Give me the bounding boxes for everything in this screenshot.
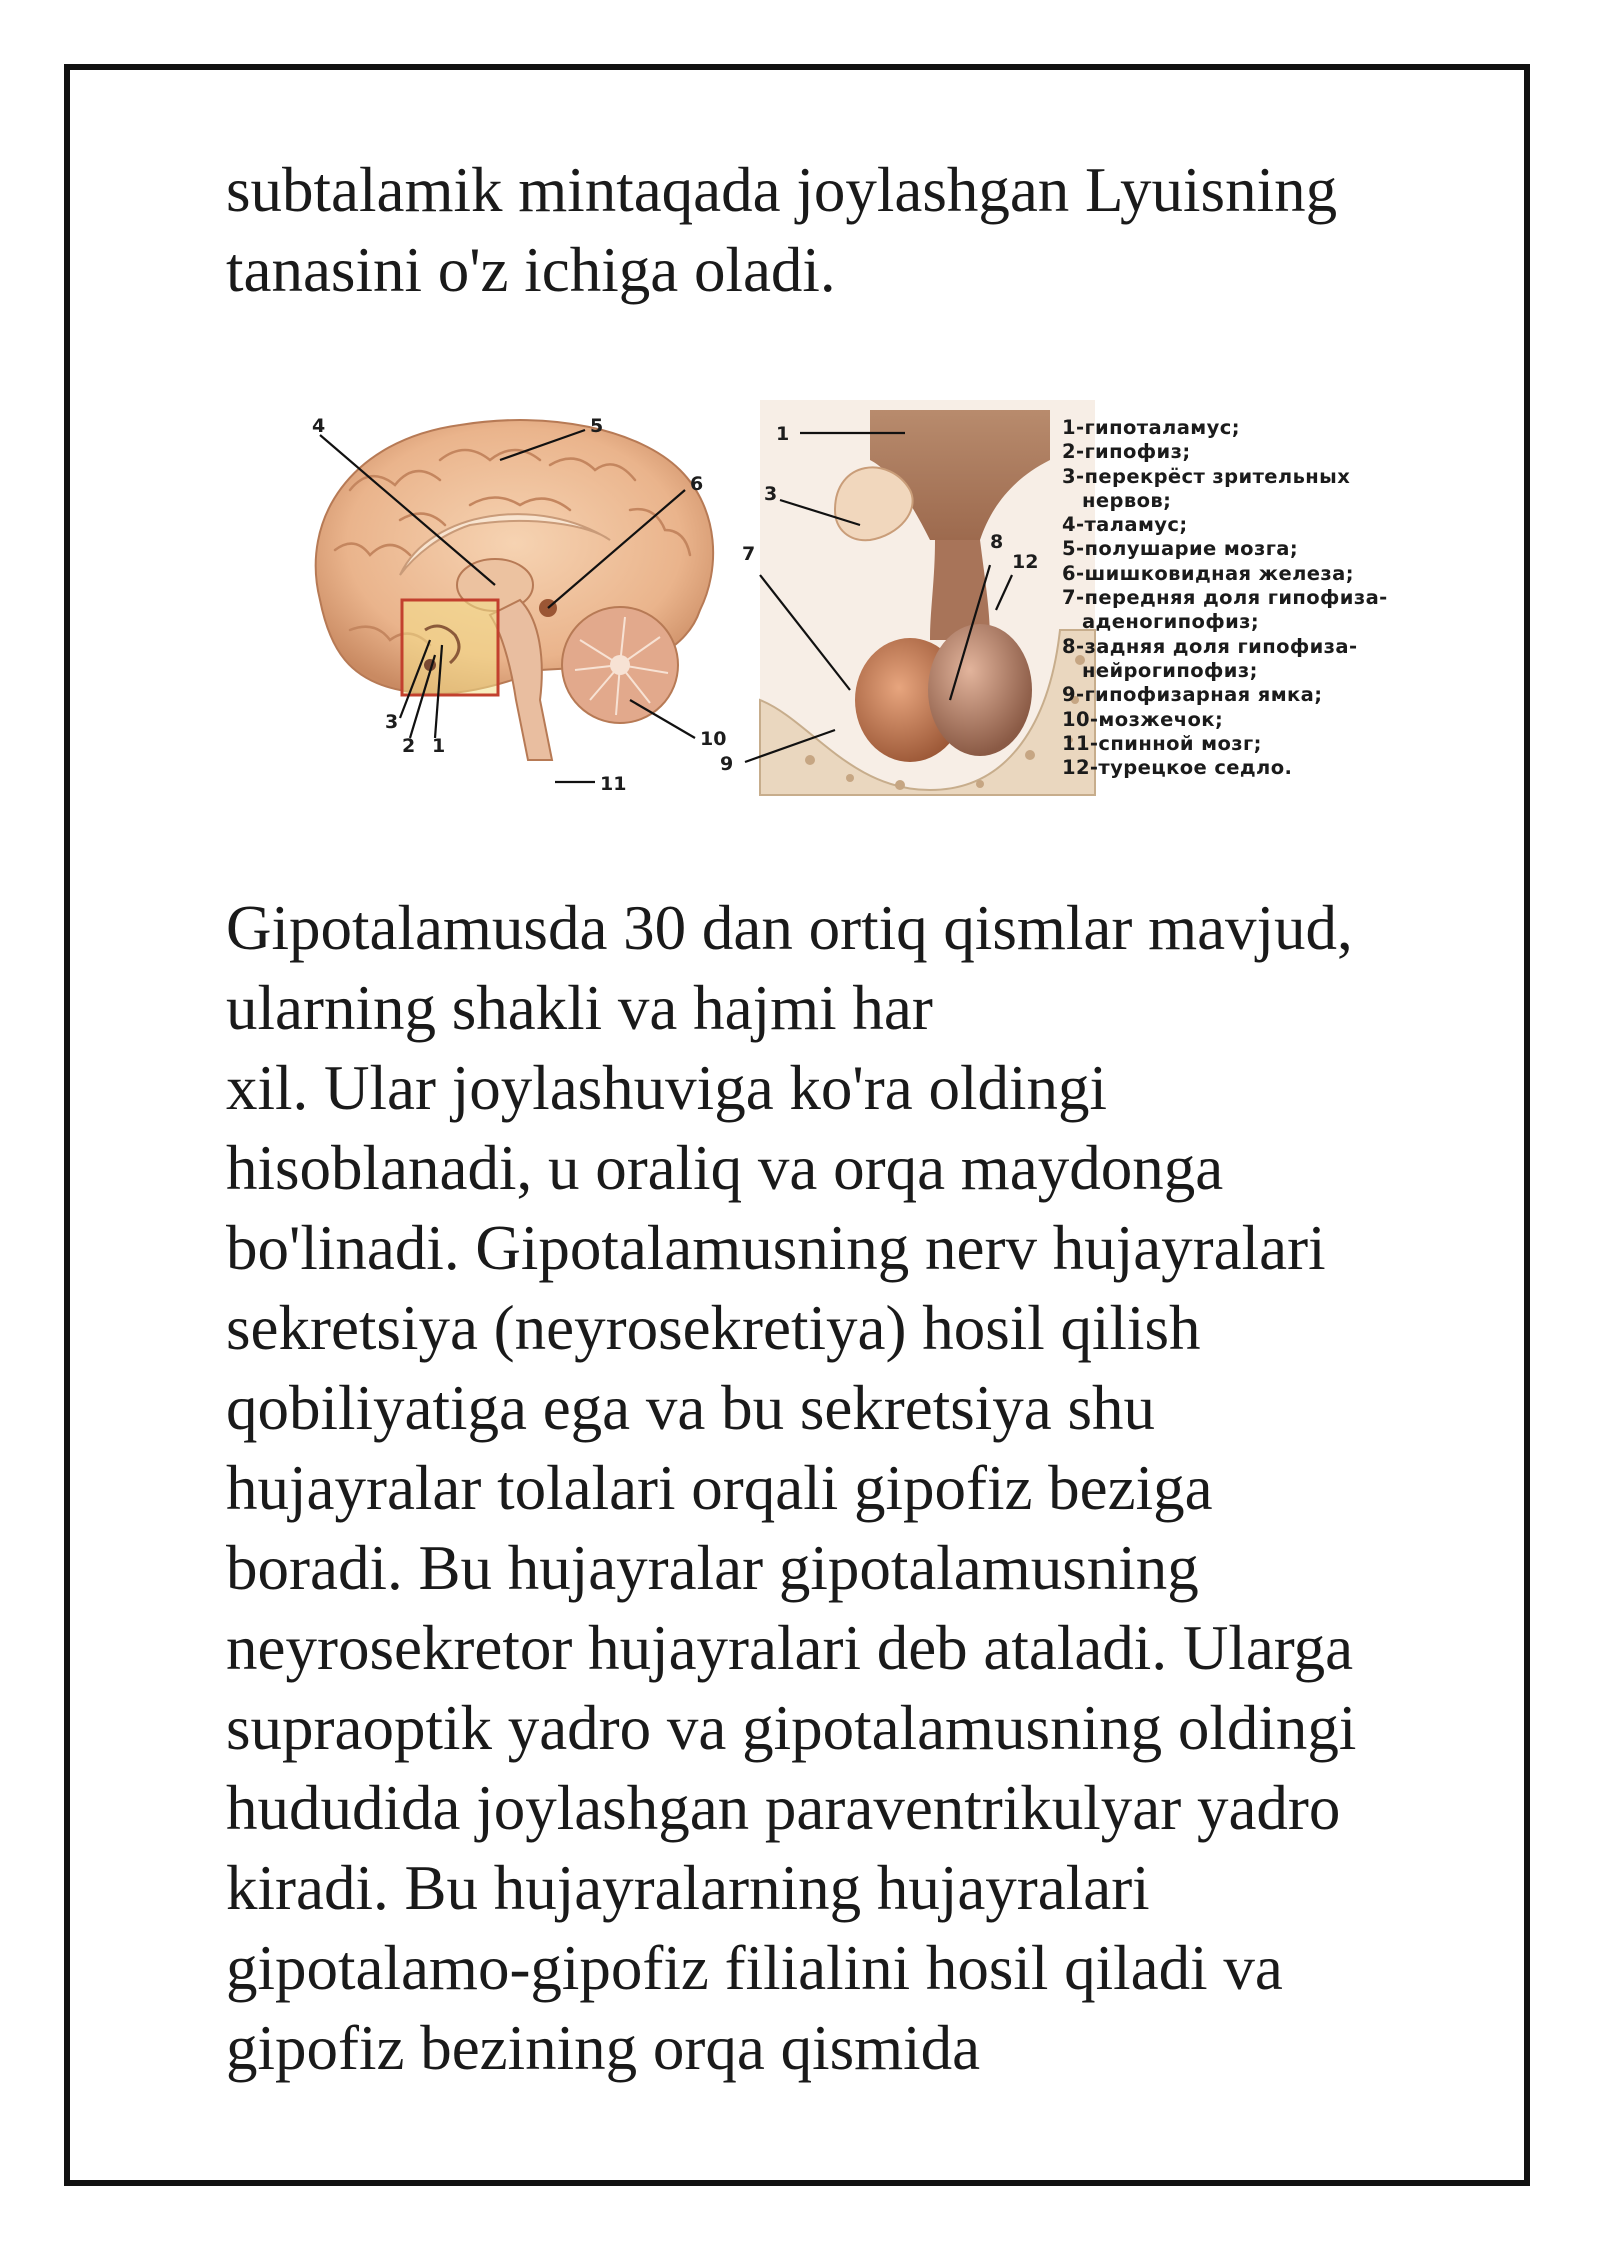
legend-item: 7-передняя доля гипофиза-	[1062, 586, 1388, 610]
callout-label: 7	[742, 543, 756, 565]
text-line: gipotalamo-gipofiz filialini hosil qiladi va	[226, 1933, 1283, 2003]
callout-label: 3	[385, 711, 399, 733]
legend-item: 11-спинной мозг;	[1062, 731, 1262, 755]
legend-item: 4-таламус;	[1062, 513, 1188, 537]
text-line: subtalamik mintaqada joylashgan Lyuisning	[226, 155, 1338, 225]
text-line: boradi. Bu hujayralar gipotalamusning	[226, 1533, 1199, 1603]
brain-section	[316, 420, 713, 760]
callout-label: 2	[402, 735, 416, 757]
text-line: Gipotalamusda 30 dan ortiq qismlar mavjud,	[226, 893, 1353, 963]
text-line: supraoptik yadro va gipotalamusning oldingi	[226, 1693, 1357, 1763]
text-line: kiradi. Bu hujayralarning hujayralari	[226, 1853, 1150, 1923]
legend-item: 8-задняя доля гипофиза-	[1062, 634, 1358, 658]
callout-label: 12	[1012, 551, 1039, 573]
text-line: qobiliyatiga ega va bu sekretsiya shu	[226, 1373, 1156, 1443]
legend-item: 6-шишковидная железа;	[1062, 561, 1354, 585]
legend-item: 1-гипоталамус;	[1062, 416, 1240, 439]
callout-label: 6	[690, 473, 704, 495]
callout-label: 1	[776, 423, 790, 445]
text-line: xil. Ular joylashuviga ko'ra oldingi	[226, 1053, 1107, 1123]
legend-item: 3-перекрёст зрительных	[1062, 464, 1351, 488]
legend-item: нервов;	[1082, 488, 1172, 512]
text-line: bo'linadi. Gipotalamusning nerv hujayralari	[226, 1213, 1326, 1283]
body-paragraph	[226, 888, 1526, 2088]
text-line: neyrosekretor hujayralari deb ataladi. Ularga	[226, 1613, 1354, 1683]
callout-label: 3	[764, 483, 778, 505]
figure-legend	[1062, 416, 1388, 780]
text-line: ularning shakli va hajmi har	[226, 973, 933, 1043]
text-line: hududida joylashgan paraventrikulyar yadro	[226, 1773, 1341, 1843]
intro-paragraph	[226, 150, 1526, 310]
callout-label: 11	[600, 773, 627, 795]
text-line: tanasini o'z ichiga oladi.	[226, 235, 836, 305]
text-line: hisoblanadi, u oraliq va orqa maydonga	[226, 1133, 1224, 1203]
callout-label: 5	[590, 415, 604, 437]
callout-label: 10	[700, 728, 727, 750]
text-line: sekretsiya (neyrosekretiya) hosil qilish	[226, 1293, 1201, 1363]
callout-label: 8	[990, 531, 1004, 553]
legend-item: аденогипофиз;	[1082, 610, 1260, 634]
legend-item: 9-гипофизарная ямка;	[1062, 683, 1323, 707]
legend-item: 12-турецкое седло.	[1062, 756, 1293, 780]
pituitary-section	[760, 400, 1095, 795]
text-line: hujayralar tolalari orqali gipofiz beziga	[226, 1453, 1213, 1523]
text-line: gipofiz bezining orqa qismida	[226, 2013, 981, 2083]
legend-item: нейрогипофиз;	[1082, 658, 1258, 682]
legend-item: 2-гипофиз;	[1062, 440, 1191, 464]
legend-item: 5-полушарие мозга;	[1062, 537, 1299, 561]
callout-label: 4	[312, 415, 326, 437]
callout-label: 1	[432, 735, 446, 757]
legend-item: 10-мозжечок;	[1062, 707, 1224, 731]
callout-label: 9	[720, 753, 734, 775]
